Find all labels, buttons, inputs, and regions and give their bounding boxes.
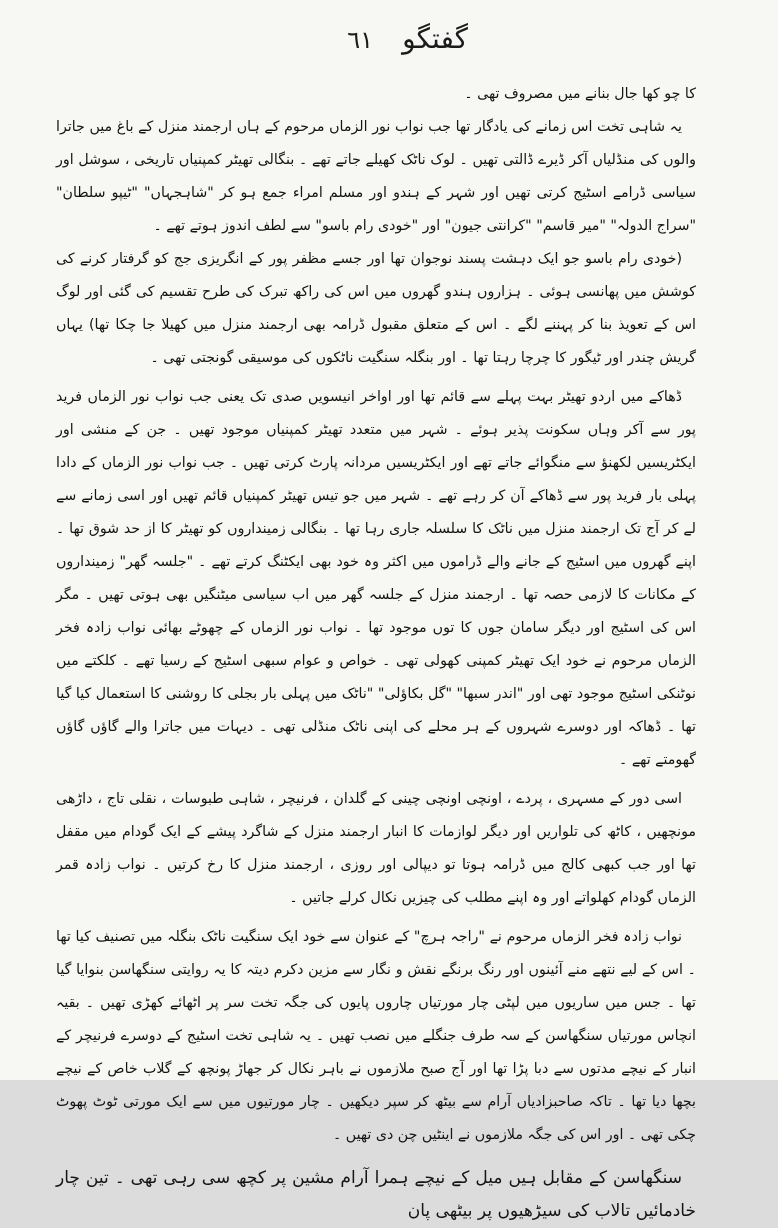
page-number: ٦١ xyxy=(347,26,373,54)
paragraph: کا چو کھا جال بنانے میں مصروف تھی ۔ xyxy=(464,86,696,102)
paragraph: ڈھاکے میں اردو تھیٹر بہت پہلے سے قائم تھا اور اواخر انیسویں صدی تک یعنی جب نواب نور الزماں فرید پور سے آکر وہاں سکونت پذیر ہوئے ۔ شہر میں متعدد تھیٹر کمپنیاں موجود تھیں ۔ جن کے منشی اور ایکٹریسیں لکھنؤ سے منگوائے جاتے تھے اور ایکٹریسیں مردانہ پارٹ کرتی تھیں ۔ جب نواب نور الزماں کے دادا پہلی بار فرید پور سے ڈھاکے آن کر رہے تھے ۔ شہر میں جو تیس تھیٹر کمپنیاں قائم تھیں اور اسی زمانے سے لے کر آج تک ارجمند منزل میں ناٹک کا سلسلہ جاری رہا تھا ۔ بنگالی زمینداروں کو تھیٹر کا از حد شوق تھا ۔ اپنے گھروں میں اسٹیج کے جانے والے ڈراموں میں اکثر وہ خود بھی ایکٹنگ کرتے تھے ۔ "جلسہ گھر" زمینداروں کے مکانات کا لازمی حصہ تھا ۔ ارجمند منزل کے جلسہ گھر میں اب سیاسی میٹنگیں بھی ہوتی تھیں ۔ مگر اس کی اسٹیج اور دیگر سامان جوں کا توں موجود تھا ۔ نواب نور الزماں کے چھوٹے بھائی نواب زادہ فخر الزماں مرحوم نے خود ایک تھیٹر کمپنی کھولی تھی ۔ خواص و عوام سبھی اسٹیج کے رسیا تھے ۔ کلکتے میں نوٹنکی اسٹیج موجود تھی اور "اندر سبھا" "گل بکاؤلی" "ناٹک میں پہلی بار بجلی کا روشنی کا استعمال کیا گیا تھا ۔ ڈھاکہ اور دوسرے شہروں کے ہر محلے کی اپنی ناٹک منڈلی تھی ۔ دیہات میں جاترا والے گاؤں گاؤں گھومتے تھے ۔ xyxy=(56,389,696,768)
paragraph: (خودی رام باسو جو ایک دہشت پسند نوجوان تھا اور جسے مظفر پور کے انگریزی جج کو گرفتار کرنے کی کوشش میں پھانسی ہوئی ۔ ہزاروں ہندو گھروں میں اس کی راکھ تبرک کی طرح تقسیم کی گئی اور لوگ اس کے تعویذ بنا کر پہننے لگے ۔ اس کے متعلق مقبول ڈرامہ بھی ارجمند منزل میں کھیلا جا چکا تھا) یہاں گریش چندر اور ٹیگور کا چرچا رہتا تھا ۔ اور بنگلہ سنگیت ناٹکوں کی موسیقی گونجتی تھی ۔ xyxy=(56,251,696,366)
paragraph: یہ شاہی تخت اس زمانے کی یادگار تھا جب نواب نور الزماں مرحوم کے ہاں ارجمند منزل کے باغ میں جاترا والوں کی منڈلیاں آکر ڈیرے ڈالتی تھیں ۔ لوک ناٹک کھیلے جاتے تھے ۔ بنگالی تھیٹر کمپنیاں تاریخی ، سوشل اور سیاسی ڈرامے اسٹیج کرتی تھیں اور شہر کے ہندو اور مسلم امراء جمع ہو کر "شاہجہاں" "ٹیپو سلطان" "سراج الدولہ" "میر قاسم" "کرانتی جیون" اور "خودی رام باسو" سے لطف اندوز ہوتے تھے ۔ xyxy=(56,119,696,234)
running-title: گفتگو xyxy=(402,22,468,55)
body-text xyxy=(56,78,696,1228)
paragraph: اسی دور کے مسہری ، پردے ، اونچی اونچی چینی کے گلدان ، فرنیچر ، شاہی طبوسات ، نقلی تاج ، داڑھی مونچھیں ، کاٹھ کی تلواریں اور دیگر لوازمات کا انبار ارجمند منزل کے شاگرد پیشے کے ایک گودام میں مقفل تھا اور جب کبھی کالج میں ڈرامہ ہوتا تو دیپالی اور روزی ، ارجمند منزل کا رخ کرتیں ۔ نواب زادہ قمر الزماں گودام کھلواتے اور وہ اپنے مطلب کی چیزیں نکال کرلے جاتیں ۔ xyxy=(56,791,696,906)
paragraph: سنگھاسن کے مقابل ہیں میل کے نیچے ہمرا آرام مشین پر کچھ سی رہی تھی ۔ تین چار خادمائیں تالاب کی سیڑھیوں پر بیٹھی پان xyxy=(56,1168,696,1221)
page-header xyxy=(0,22,778,62)
paragraph: نواب زادہ فخر الزماں مرحوم نے "راجہ ہرچ" کے عنوان سے خود ایک سنگیت ناٹک بنگلہ میں تصنیف کیا تھا ۔ اس کے لیے نتھے منے آئینوں اور رنگ برنگے نقش و نگار سے مزین دکرم دیتہ کا یہ روایتی سنگھاسن بنوایا گیا تھا ۔ جس میں ساریوں میں لپٹی چار مورتیاں چاروں پایوں کی جگہ تخت سر پر اٹھائے کھڑی تھیں ۔ بقیہ انچاس مورتیاں سنگھاسن کے سہ طرف جنگلے میں نصب تھیں ۔ یہ شاہی تخت اسٹیج کے دوسرے فرنیچر کے انبار کے نیچے مدتوں سے دبا پڑا تھا اور آج صبح ملازموں نے باہر نکال کر جھاڑ پونچھ کے گلاب خاص کے نیچے بچھا دیا تھا ۔ تاکہ صاحبزادیاں آرام سے بیٹھ کر سپر دیکھیں ۔ چار مورتیوں میں سے ایک مورتی ٹوٹ پھوٹ چکی تھی ۔ اور اس کی جگہ ملازموں نے اینٹیں چن دی تھیں ۔ xyxy=(56,929,696,1143)
